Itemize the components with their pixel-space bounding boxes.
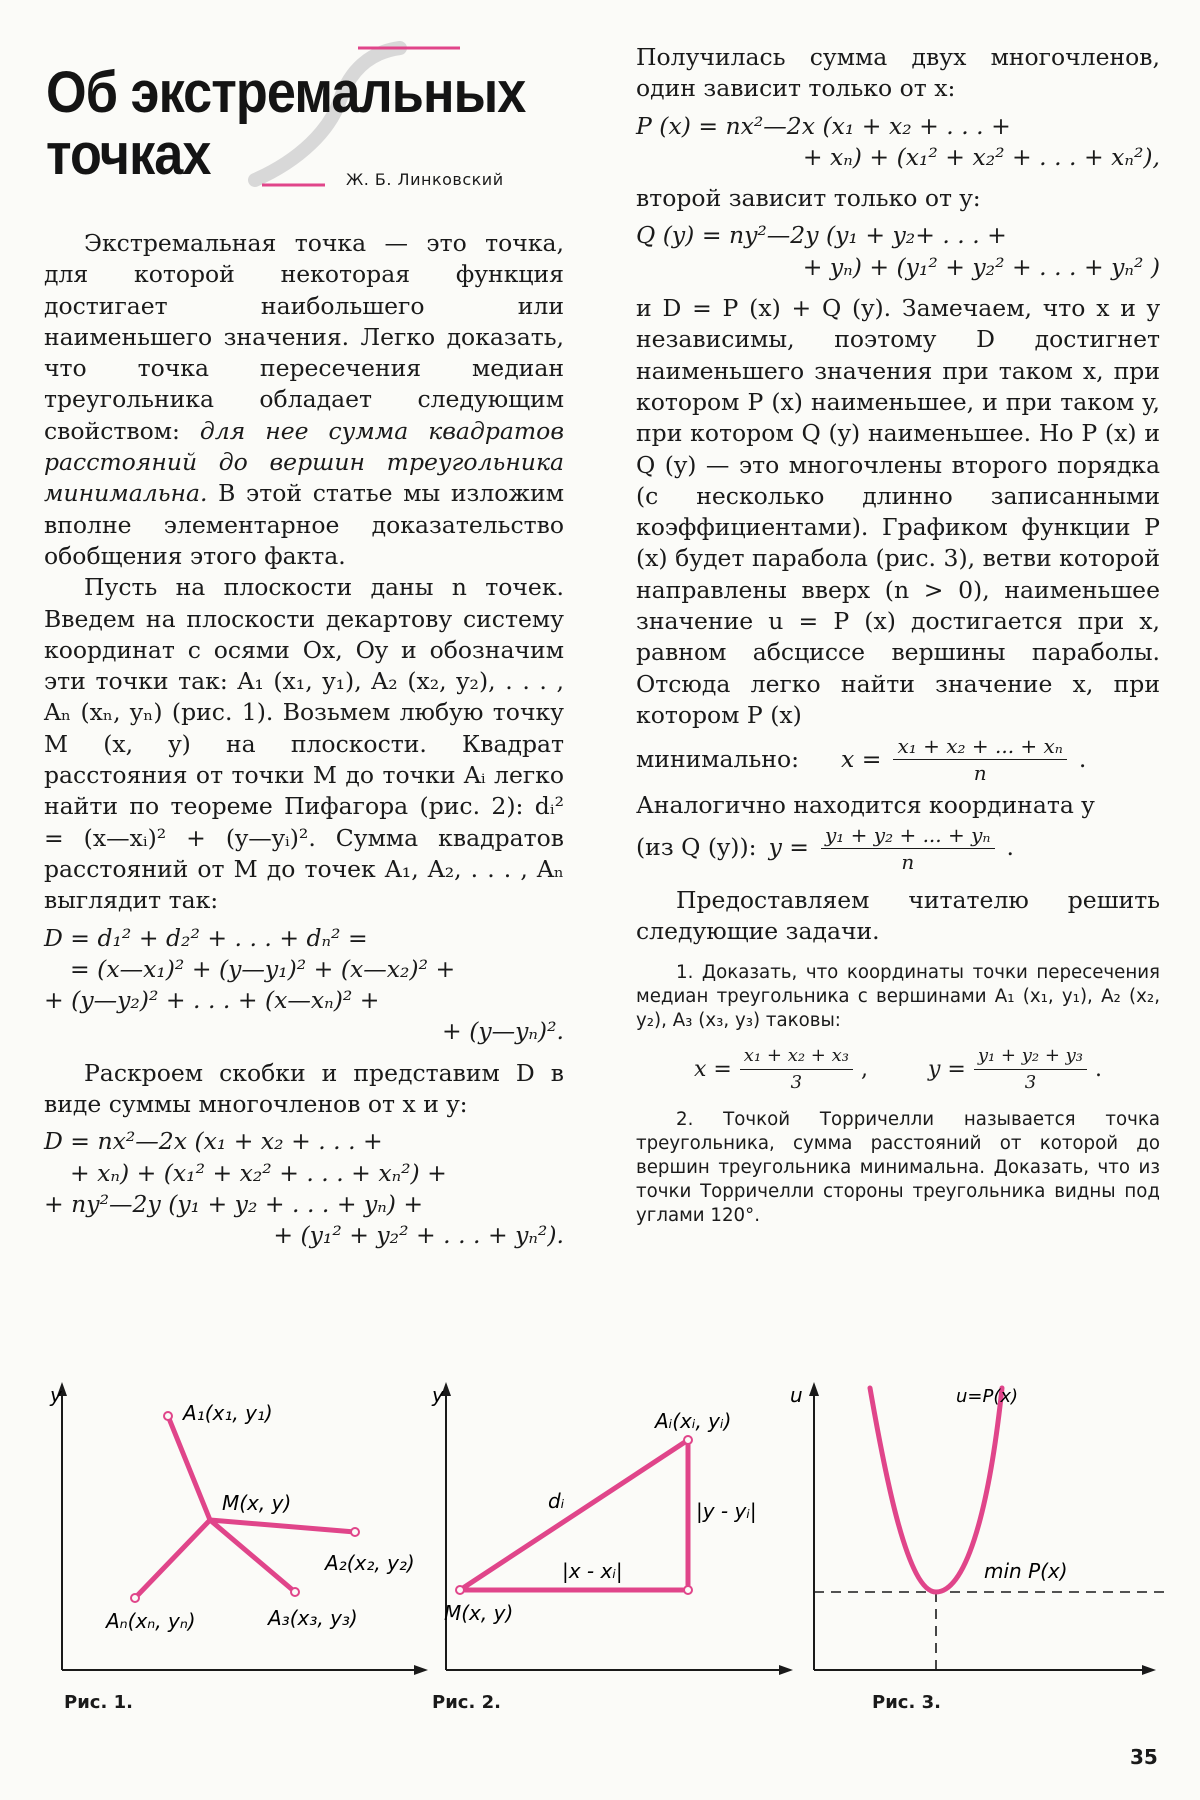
- p1-x-denominator: 3: [790, 1072, 803, 1094]
- x-denominator: n: [973, 761, 987, 786]
- second-poly-paragraph: второй зависит только от y:: [636, 184, 981, 213]
- fig2-point-right-angle: [684, 1586, 692, 1594]
- right-column: [636, 42, 1160, 1228]
- eqp-line: P (x) = nx²—2x (x₁ + x₂ + . . . +: [636, 111, 1011, 140]
- polynomials-paragraph: Получилась сумма двух многочленов, один зависит только от x:: [636, 43, 1160, 103]
- fig1-label-a2: A₂(x₂, y₂): [325, 1551, 415, 1575]
- reasoning-paragraph: и D = P (x) + Q (y). Замечаем, что x и y независимы, поэтому D достигнет наименьшего значения при таком x, при котором P (x) наименьшее, и при таком y, при котором Q (y) наименьшее. Но P (x) и Q (y) — это многочлены второго порядка (с несколько длинно записанными коэффициентами). Графиком функции P (x) будет парабола (рис. 3), ветви которой направлены вверх (n > 0), наименьшее значение u = P (x) достигается при x, равном абсциссе вершины параболы. Отсюда легко найти значение x, при котором P (x): [636, 294, 1160, 729]
- eq1-line: = (x—x₁)² + (y—y₁)² + (x—x₂)² +: [70, 954, 456, 983]
- fig1-segment-an: [135, 1520, 210, 1598]
- problems-block: [636, 961, 1160, 1228]
- left-column: [44, 228, 564, 1262]
- p1-y-numerator: y₁ + y₂ + y₃: [974, 1045, 1087, 1070]
- fig2-point-ai: [684, 1436, 692, 1444]
- y-min-formula: (из Q (y)): y = $\frac{\text{y₁ + y₂ + ... + yₙ}}{n}$ .: [636, 822, 1015, 874]
- title-line-1: Об экстремальных: [46, 60, 526, 125]
- eqq-line: Q (y) = ny²—2y (y₁ + y₂+ . . . +: [636, 221, 1007, 250]
- problem-1: 1. Доказать, что координаты точки пересечения медиан треугольника с вершинами A₁ (x₁, y₁), A₂ (x₂, y₂), A₃ (x₃, y₃) таковы:: [636, 962, 1160, 1032]
- tasks-intro: Предоставляем читателю решить следующие задачи.: [636, 885, 1160, 945]
- figure-3: [788, 1370, 1168, 1680]
- fig2-label-dx: |x - xᵢ|: [562, 1559, 623, 1583]
- author-name: Ж. Б. Линковский: [346, 170, 504, 189]
- fig3-parabola: [870, 1388, 1002, 1592]
- eq1-line: + (y—y₂)² + . . . + (x—xₙ)² +: [44, 986, 380, 1015]
- x-numerator: x₁ + x₂ + ... + xₙ: [893, 735, 1066, 760]
- fig1-origin-label: [64, 1679, 77, 1680]
- article-title: [46, 62, 525, 186]
- fig2-point-m: [456, 1586, 464, 1594]
- figure-1: [40, 1370, 440, 1680]
- figure-2: [420, 1370, 820, 1680]
- fig3-x-arrow-icon: [1142, 1665, 1156, 1675]
- eq2-line: D = nx²—2x (x₁ + x₂ + . . . +: [44, 1127, 383, 1156]
- intro-italic-statement: для нее сумма квадратов расстояний до вершин треугольника минимальна.: [44, 416, 564, 508]
- fig1-segment-a2: [210, 1520, 355, 1532]
- fig1-point-a3: [291, 1588, 299, 1596]
- figures-row: [40, 1370, 1170, 1700]
- y-denominator: n: [901, 849, 915, 874]
- fig3-y-arrow-icon: [809, 1382, 819, 1396]
- eqp-line: + xₙ) + (x₁² + x₂² + . . . + xₙ²),: [802, 142, 1160, 171]
- eq2-line: + ny²—2y (y₁ + y₂ + . . . + yₙ) +: [44, 1189, 424, 1218]
- eq1-line: D = d₁² + d₂² + . . . + dₙ² =: [44, 923, 368, 952]
- intro-text-end: В этой статье мы изложим вполне элементарное доказательство обобщения этого факта.: [44, 479, 564, 570]
- setup-paragraph: Пусть на плоскости даны n точек. Введем на плоскости декартову систему координат с осями Ox, Oy и обозначим эти точки так: A₁ (x₁, y₁), A₂ (x₂, y₂), . . . , Aₙ (xₙ, yₙ) (рис. 1). Возьмем любую точку M (x, y) на плоскости. Квадрат расстояния от точки M до точки Aᵢ легко найти по теореме Пифагора (рис. 2): dᵢ² = (x—xᵢ)² + (y—yᵢ)². Сумма квадратов расстояний от M до точек A₁, A₂, . . . , Aₙ выглядит так:: [44, 573, 564, 915]
- y-lhs-pre: (из Q (y)):: [636, 833, 757, 862]
- fig3-y-label: u: [790, 1383, 803, 1407]
- fig3-origin-label: [800, 1679, 813, 1680]
- fig2-origin-label: [434, 1679, 447, 1680]
- p1-x-lhs: x =: [693, 1056, 732, 1082]
- equation-expanded: [44, 1126, 564, 1251]
- p1-y-fraction: [974, 1045, 1087, 1094]
- fig1-label-a1: A₁(x₁, y₁): [183, 1401, 273, 1425]
- fig2-label-m: M(x, y): [444, 1601, 514, 1625]
- equation-q-of-y: [636, 220, 1160, 283]
- equation-sum-of-squares: [44, 923, 564, 1048]
- problem-2: 2. Точкой Торричелли называется точка треугольника, сумма расстояний от которой до вершин треугольника минимальна. Доказать, что из точки Торричелли стороны треугольника видны под углами 120°.: [636, 1109, 1160, 1227]
- expand-paragraph: Раскроем скобки и представим D в виде суммы многочленов от x и y:: [44, 1058, 564, 1119]
- p1-x-numerator: x₁ + x₂ + x₃: [740, 1045, 853, 1070]
- x-fraction: [893, 735, 1066, 784]
- eqq-line: + yₙ) + (y₁² + y₂² + . . . + yₙ² ): [802, 252, 1160, 281]
- page-number: 35: [1130, 1745, 1158, 1769]
- x-lhs: x =: [841, 745, 882, 774]
- x-min-formula: минимально: x = $\frac{\text{x₁ + x₂ + ... + xₙ}}{n}$ .: [636, 734, 1087, 786]
- y-numerator: y₁ + y₂ + ... + yₙ: [821, 824, 995, 849]
- figure-1-caption: Рис. 1.: [64, 1692, 133, 1713]
- eq2-line: + xₙ) + (x₁² + x₂² + . . . + xₙ²) +: [70, 1158, 447, 1187]
- y-lhs: y =: [768, 833, 809, 862]
- fig1-y-label: y: [50, 1383, 62, 1407]
- eq1-line: + (y—yₙ)².: [442, 1017, 564, 1046]
- analog-paragraph: Аналогично находится координата y: [636, 791, 1095, 820]
- intro-paragraph: [44, 228, 564, 572]
- fig1-point-a1: [164, 1412, 172, 1420]
- fig1-label-an: Aₙ(xₙ, yₙ): [106, 1609, 196, 1633]
- figure-2-caption: Рис. 2.: [432, 1692, 501, 1713]
- fig1-point-a2: [351, 1528, 359, 1536]
- fig3-label-curve: u=P(x): [956, 1386, 1019, 1407]
- figure-3-caption: Рис. 3.: [872, 1692, 941, 1713]
- fig3-x-label: [1143, 1679, 1156, 1680]
- y-fraction: [821, 824, 995, 873]
- fig1-segment-a1: [168, 1416, 210, 1520]
- min-label: минимально:: [636, 745, 800, 774]
- equation-p-of-x: [636, 111, 1160, 174]
- fig1-segment-a3: [210, 1520, 295, 1592]
- fig2-label-dy: |y - yᵢ|: [696, 1499, 757, 1523]
- p1-y-lhs: y =: [927, 1056, 966, 1082]
- fig1-label-m: M(x, y): [222, 1491, 292, 1515]
- fig1-point-an: [131, 1594, 139, 1602]
- article-header: [40, 40, 560, 200]
- p1-y-denominator: 3: [1024, 1072, 1037, 1094]
- fig1-label-a3: A₃(x₃, y₃): [268, 1606, 358, 1630]
- fig2-y-label: y: [432, 1383, 444, 1407]
- fig2-label-di: dᵢ: [548, 1489, 565, 1513]
- intro-text: Экстремальная точка — это точка, для которой некоторая функция достигает наибольшего или наименьшего значения. Легко доказать, что точка пересечения медиан треугольника обладает следующим свойством:: [44, 229, 564, 445]
- fig3-label-min: min P(x): [984, 1559, 1068, 1583]
- title-line-2: точках: [46, 122, 211, 187]
- eq2-line: + (y₁² + y₂² + . . . + yₙ²).: [273, 1221, 564, 1250]
- p1-x-fraction: [740, 1045, 853, 1094]
- problem-1-formulas: x = $\frac{\text{x₁ + x₂ + x₃}}{3}$ , y = $\frac{\text{y₁ + y₂ + y₃}}{3}$ .: [693, 1045, 1103, 1094]
- fig2-label-ai: Aᵢ(xᵢ, yᵢ): [655, 1409, 732, 1433]
